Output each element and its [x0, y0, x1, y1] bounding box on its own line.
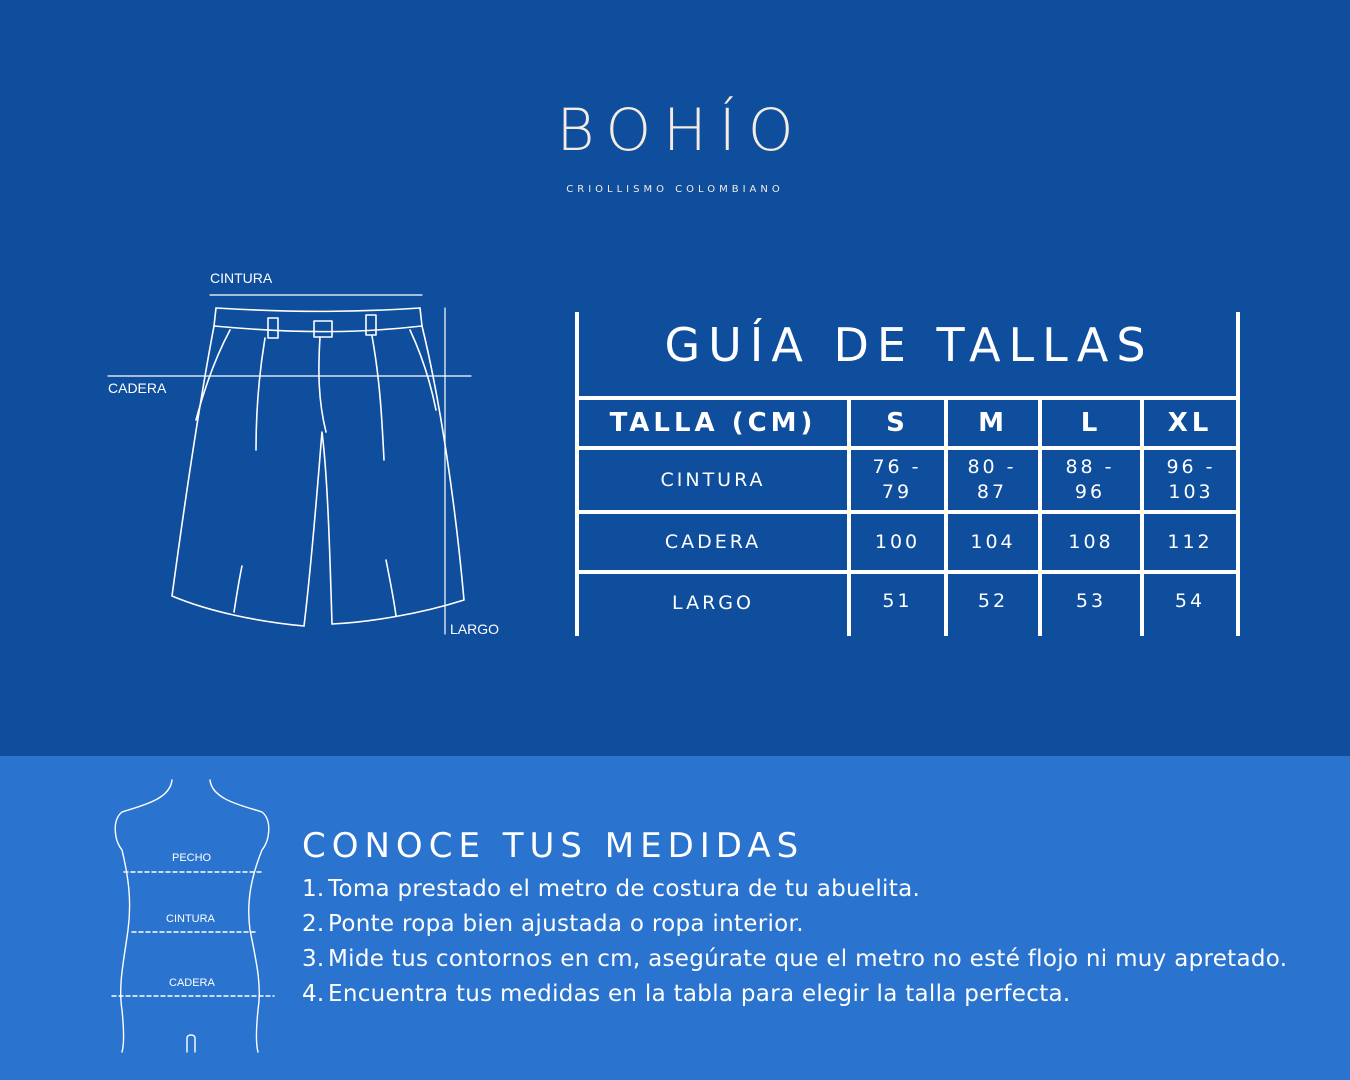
step-text: Ponte ropa bien ajustada o ropa interior. — [328, 911, 804, 937]
list-item — [302, 872, 1287, 907]
table-header-s: S — [886, 408, 909, 438]
table-header-xl: XL — [1167, 408, 1213, 438]
torso-label-cintura: CINTURA — [166, 913, 215, 925]
torso-label-cadera: CADERA — [169, 977, 215, 989]
table-header-l: L — [1080, 408, 1102, 438]
table-cell: 104 — [970, 531, 1016, 553]
shorts-outline-icon — [100, 280, 500, 650]
table-cell: 96 - 103 — [1166, 456, 1216, 503]
step-number: 2. — [302, 911, 325, 937]
table-cell: 76 - 79 — [872, 456, 922, 503]
table-row-label-cintura: CINTURA — [660, 469, 766, 491]
table-header-talla: TALLA (CM) — [609, 408, 817, 438]
table-cell: 52 — [977, 590, 1009, 612]
measures-steps-list — [302, 872, 1287, 1012]
table-header-m: M — [978, 408, 1008, 438]
list-item — [302, 907, 1287, 942]
table-row-label-largo: LARGO — [672, 592, 754, 614]
size-guide-title: GUÍA DE TALLAS — [664, 318, 1154, 372]
table-cell: 80 - 87 — [967, 456, 1017, 503]
table-cell: 112 — [1167, 531, 1213, 553]
measures-title: CONOCE TUS MEDIDAS — [302, 826, 805, 866]
step-number: 4. — [302, 981, 325, 1007]
step-text: Encuentra tus medidas en la tabla para elegir la talla perfecta. — [328, 981, 1071, 1007]
diagram-label-cintura: CINTURA — [210, 270, 273, 286]
table-cell: 100 — [874, 531, 921, 553]
table-cell: 108 — [1068, 531, 1114, 553]
table-cell: 54 — [1174, 590, 1206, 612]
brand-tagline: CRIOLLISMO COLOMBIANO — [566, 184, 784, 195]
diagram-label-largo: LARGO — [450, 621, 500, 637]
diagram-label-cadera: CADERA — [108, 380, 167, 396]
torso-label-pecho: PECHO — [172, 852, 212, 864]
step-number: 1. — [302, 876, 325, 902]
table-row-label-cadera: CADERA — [664, 531, 762, 553]
table-border-right — [1236, 312, 1240, 636]
list-item — [302, 977, 1287, 1012]
step-text: Mide tus contornos en cm, asegúrate que el metro no esté flojo ni muy apretado. — [328, 946, 1288, 972]
table-cell: 53 — [1075, 590, 1107, 612]
table-cell: 51 — [882, 590, 913, 612]
step-number: 3. — [302, 946, 325, 972]
table-cell: 88 - 96 — [1065, 456, 1115, 503]
brand-logo: BOHÍO — [556, 96, 806, 164]
step-text: Toma prestado el metro de costura de tu abuelita. — [328, 876, 921, 902]
list-item — [302, 942, 1287, 977]
